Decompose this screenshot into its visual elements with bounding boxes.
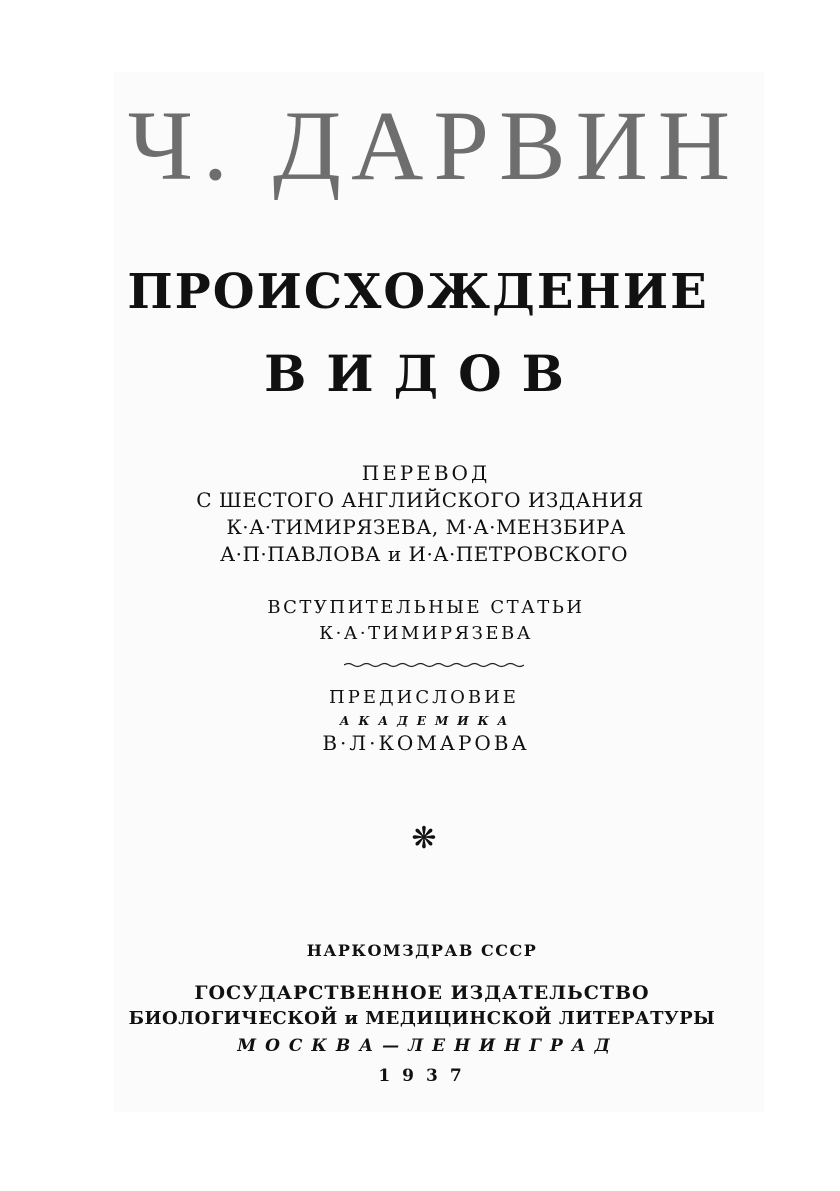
book-title-line-2: ВИДОВ <box>264 344 584 403</box>
publication-year: 1937 <box>378 1066 474 1086</box>
publisher-line-1: ГОСУДАРСТВЕННОЕ ИЗДАТЕЛЬСТВО <box>194 982 650 1004</box>
publisher-line-2: БИОЛОГИЧЕСКОЙ и МЕДИЦИНСКОЙ ЛИТЕРАТУРЫ <box>128 1008 716 1029</box>
book-title-line-1: ПРОИСХОЖДЕНИЕ <box>127 264 709 320</box>
ministry-name: НАРКОМЗДРАВ СССР <box>306 941 538 960</box>
preface-author: В·Л·КОМАРОВА <box>322 731 530 755</box>
translation-label: ПЕРЕВОД <box>361 461 491 485</box>
preface-author-title: АКАДЕМИКА <box>339 714 517 728</box>
publication-city: МОСКВА—ЛЕНИНГРАД <box>237 1036 619 1056</box>
intro-label: ВСТУПИТЕЛЬНЫЕ СТАТЬИ <box>267 597 585 618</box>
author-name: Ч. ДАРВИН <box>127 90 741 201</box>
wavy-divider <box>344 662 524 668</box>
translators-line-1: К·А·ТИМИРЯЗЕВА, М·А·МЕНЗБИРА <box>226 515 626 539</box>
asterism-ornament-icon: ❋ <box>411 821 437 856</box>
translation-source: С ШЕСТОГО АНГЛИЙСКОГО ИЗДАНИЯ <box>196 488 644 512</box>
preface-label: ПРЕДИСЛОВИЕ <box>329 687 519 708</box>
translators-line-2: А·П·ПАВЛОВА и И·А·ПЕТРОВСКОГО <box>219 542 629 566</box>
intro-author: К·А·ТИМИРЯЗЕВА <box>319 623 533 644</box>
